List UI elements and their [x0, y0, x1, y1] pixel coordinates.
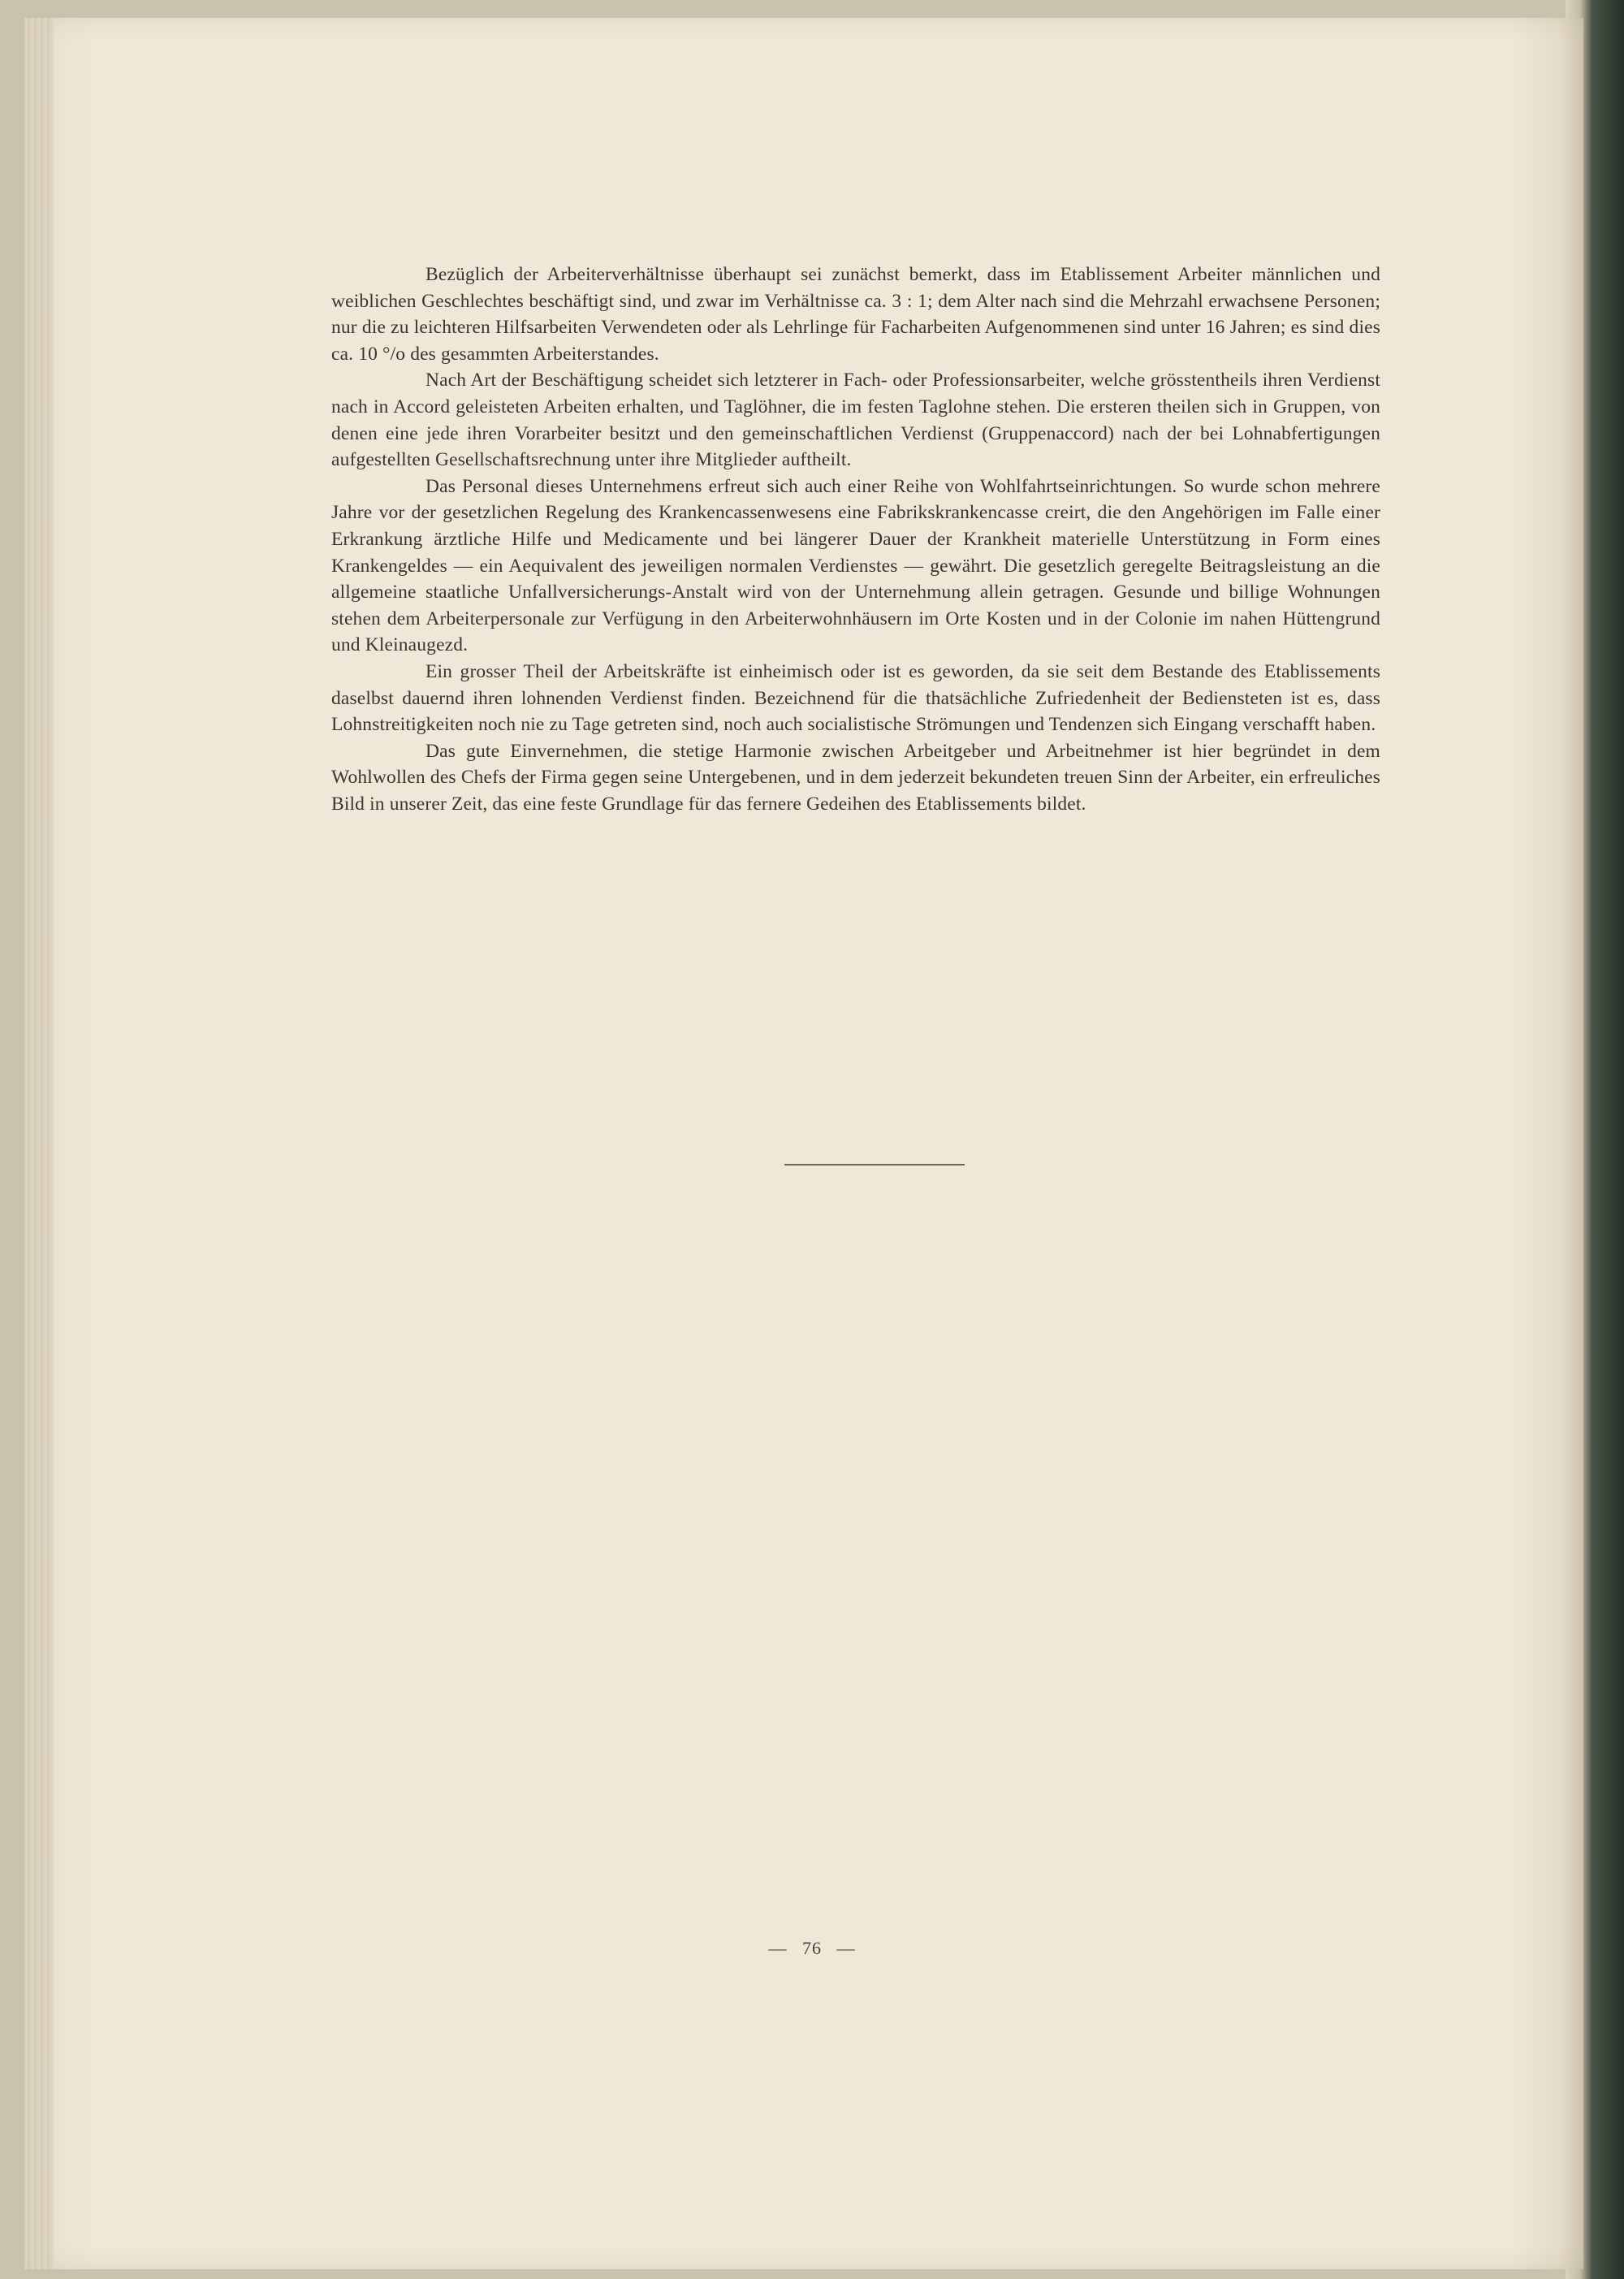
- folio-dash-right: —: [836, 1938, 856, 1958]
- paragraph-5: Das gute Einvernehmen, die stetige Harmonie zwischen Arbeitgeber und Arbeitnehmer ist hier begründet in dem Wohlwollen des Chefs der Firma gegen seine Untergebenen, und in dem jederzeit bekundeten treuen Sinn der Arbeiter, ein erfreuliches Bild in unserer Zeit, das eine feste Grundlage für das fernere Gedeihen des Etablissements bildet.: [331, 740, 1380, 815]
- page-number: [0, 1938, 1624, 1959]
- paragraph-2: Nach Art der Beschäftigung scheidet sich letzterer in Fach- oder Professionsarbeiter, welche grösstentheils ihren Verdienst nach in Accord geleisteten Arbeiten erhalten, und Taglöhner, die im festen Taglohne stehen. Die ersteren theilen sich in Gruppen, von denen eine jede ihren Vorarbeiter besitzt und den gemeinschaftlichen Verdienst (Gruppenaccord) nach der bei Lohnabfertigungen aufgestellten Gesellschaftsrechnung unter ihre Mitglieder auftheilt.: [331, 370, 1380, 471]
- folio-number: 76: [802, 1938, 822, 1958]
- page-stack-edge: [24, 18, 54, 2269]
- folio-dash-left: —: [768, 1938, 788, 1958]
- body-text: [331, 262, 1380, 817]
- section-end-rule: [784, 1164, 965, 1165]
- paragraph-4: Ein grosser Theil der Arbeitskräfte ist einheimisch oder ist es geworden, da sie seit dem Bestande des Etablissements daselbst dauernd ihren lohnenden Verdienst finden. Bezeichnend für die thatsächliche Zufriedenheit der Bediensteten ist es, dass Lohnstreitigkeiten noch nie zu Tage getreten sind, noch auch socialistische Strömungen und Tendenzen sich Eingang verschafft haben.: [331, 660, 1380, 736]
- paragraph-3: Das Personal dieses Unternehmens erfreut sich auch einer Reihe von Wohlfahrtseinrichtungen. So wurde schon mehrere Jahre vor der gesetzlichen Regelung des Krankencassenwesens eine Fabrikskrankencasse creirt, die den Angehörigen im Falle einer Erkrankung ärztliche Hilfe und Medicamente und bei längerer Dauer der Krankheit materielle Unterstützung in Form eines Krankengeldes — ein Aequivalent des jeweiligen normalen Verdienstes — gewährt. Die gesetzlich geregelte Beitragsleistung an die allgemeine staatliche Unfallversicherungs-Anstalt wird von der Unternehmung allein getragen. Gesunde und billige Wohnungen stehen dem Arbeiterpersonale zur Verfügung in den Arbeiterwohnhäusern im Orte Kosten und in der Colonie im nahen Hüttengrund und Kleinaugezd.: [331, 475, 1380, 656]
- paragraph-1: Bezüglich der Arbeiterverhältnisse überhaupt sei zunächst bemerkt, dass im Etablissement Arbeiter männlichen und weiblichen Geschlechtes beschäftigt sind, und zwar im Verhältnisse ca. 3 : 1; dem Alter nach sind die Mehrzahl erwachsene Personen; nur die zu leichteren Hilfsarbeiten Verwendeten oder als Lehrlinge für Facharbeiten Aufgenommenen sind unter 16 Jahren; es sind dies ca. 10 °/o des gesammten Arbeiterstandes.: [331, 264, 1380, 365]
